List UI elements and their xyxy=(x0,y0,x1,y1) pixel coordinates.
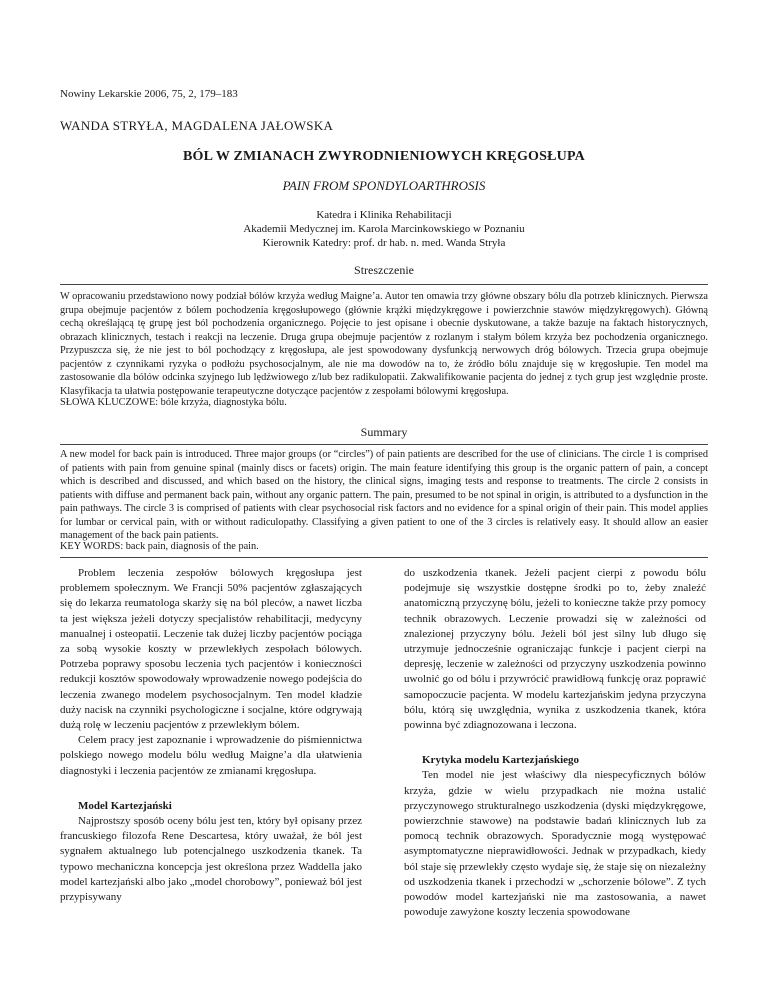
article-title: BÓL W ZMIANACH ZWYRODNIENIOWYCH KRĘGOSŁUPA xyxy=(182,149,585,164)
summary-keywords: KEY WORDS: back pain, diagnosis of the pain. xyxy=(60,541,259,552)
divider xyxy=(60,557,708,558)
streszczenie-text: W opracowaniu przedstawiono nowy podział bólów krzyża według Maigne’a. Autor ten omawia trzy główne obszary bólu dla potrzeb klinicznych. Pierwsza grupa obejmuje pacjentów z bólem pochodzenia kręgosłupowego (głównie krążki międzykręgowe i powierzchnie stawów międzykręgowych). Główną cechą określającą tę grupę jest ból pochodzenia organicznego. Pojęcie to jest opisane i obecnie dyskutowane, a także bazuje na faktach historycznych, obrazach klinicznych, testach i reakcji na leczenie. Druga grupa obejmuje pacjentów z rozlanym i stałym bólem krzyża bez pochodzenia organicznego. Przypuszcza się, że nie jest to ból pochodzący z kręgosłupa, ale jest spowodowany dysfunkcją nerwowych dróg bólowych. Trzecia grupa obejmuje pacjentów z czynnikami ryzyka o podłożu psychosocjalnym, ale nie ma dowodów na to, że źródło bólu znajduje się w kręgosłupie. Ten model ma zastosowanie dla bólów odcinka szyjnego lub lędźwiowego z/lub bez radikulopatii. Zakwalifikowanie pacjenta do jednej z tych grup jest względnie proste. Klasyfikacja ta ułatwia postępowanie terapeutyczne dotyczące pacjentów z zespołami bólowymi kręgosłupa. xyxy=(60,291,708,397)
body-paragraph: do uszkodzenia tkanek. Jeżeli pacjent cierpi z powodu bólu podejmuje się wszystkie dostępne środki po to, żeby znaleźć anatomiczną przyczynę bólu, jeżeli to konieczne także przy pomocy technik obrazowych. Leczenie prowadzi się w zależności od znalezionej przyczyny bólu. Jeżeli ból jest silny lub długo się utrzymuje jednocześnie ograniczając funkcje i pacjent cierpi na depresję, leczenie w zależności od przyczyny uszkodzenia powinno uwolnić go od bólu i przywrócić prawidłową funkcję oraz poprawić samopoczucie pacjenta. W modelu kartezjańskim jedyna przyczyna bólu, którą się uwzględnia, wynika z uszkodzenia tkanek, która powinna być zdiagnozowana i leczona. xyxy=(404,567,706,732)
divider xyxy=(60,284,708,285)
section-heading: Model Kartezjański xyxy=(78,799,172,812)
body-column-left xyxy=(60,566,362,905)
journal-citation: Nowiny Lekarskie 2006, 75, 2, 179–183 xyxy=(60,88,238,100)
streszczenie-keywords: SŁOWA KLUCZOWE: bóle krzyża, diagnostyka bólu. xyxy=(60,397,287,408)
article-authors: WANDA STRYŁA, MAGDALENA JAŁOWSKA xyxy=(60,118,334,133)
article-subtitle: PAIN FROM SPONDYLOARTHROSIS xyxy=(282,178,486,193)
affiliation-line: Kierownik Katedry: prof. dr hab. n. med. Wanda Stryła xyxy=(262,237,506,249)
affiliation-line: Akademii Medycznej im. Karola Marcinkowskiego w Poznaniu xyxy=(243,223,525,235)
body-paragraph: Problem leczenia zespołów bólowych kręgosłupa jest problemem społecznym. We Francji 50% pacjentów zgłaszających się do lekarza reumatologa skarży się na ból pleców, a nawet liczba ta jest większa jeżeli dotyczy specjalistów rehabilitacji, medycyny manualnej i osteopatii. Leczenie tak dużej liczby pacjentów pociąga za sobą wysokie koszty w przewlekłych zespołach bólowych. Potrzeba poprawy sposobu leczenia tych pacjentów i konieczności redukcji kosztów spowodowały wprowadzenie nowego podejścia do leczenia zwanego modelem psychosocjalnym. Ten model kładzie duży nacisk na czynniki psychologiczne i socjalne, które odgrywają dużą rolę w leczeniu pacjentów z przewlekłym bólem. xyxy=(60,567,362,732)
affiliation xyxy=(60,208,708,250)
summary-text: A new model for back pain is introduced. Three major groups (or “circles”) of pain patients are described for the use of clinicians. The circle 1 is comprised of patients with pain from genuine spinal (mainly discs or facets) origin. The main feature identifying this group is the organic pattern of pain, a concept which is described and discussed, and which based on the history, the clinical signs, imaging tests and response to treatments. The circle 2 consists in patients with diffuse and permanent back pain, without any organic pattern. The pain, presumed to be not spinal in origin, is attributed to a dysfunction in the pain pathways. The circle 3 is comprised of patients with clear psychosocial risk factors and no evidence for a spinal origin of their pain. This model applies for lumbar or cervical pain, with or without radiculopathy. Classifying a given patient to one of the 3 circles is relatively easy. It should allow an easier management of the back pain patients. xyxy=(60,449,708,541)
body-paragraph: Ten model nie jest właściwy dla niespecyficznych bólów krzyża, gdzie w wielu przypadkach nie można ustalić przyczynowego strukturalnego uszkodzenia (dyski międzykręgowe, powierzchnie stawowe) na podstawie badań klinicznych lub za pomocą technik obrazowych. Sporadycznie mogą występować asymptomatyczne nieprawidłowości. Jednak w przypadkach, kiedy ból staje się przewlekły często wydaje się, że staje się on niezależny od uszkodzenia tkanek i przechodzi w „schorzenie bólowe”. Z tych powodów model kartezjański nie ma zastosowania, a nawet powoduje zawyżone koszty leczenia spowodowane xyxy=(404,769,706,919)
divider xyxy=(60,444,708,445)
body-column-right xyxy=(404,566,706,920)
body-paragraph: Celem pracy jest zapoznanie i wprowadzenie do piśmiennictwa polskiego nowego modelu bólu według Maigne’a dla ułatwienia diagnostyki i leczenia pacjentów ze zmianami kręgosłupa. xyxy=(60,734,362,777)
summary-heading: Summary xyxy=(360,425,408,439)
streszczenie-heading: Streszczenie xyxy=(354,263,414,277)
body-paragraph: Najprostszy sposób oceny bólu jest ten, który był opisany przez francuskiego filozofa Rene Descartesa, który uważał, że ból jest sygnałem aktualnego lub potencjalnego uszkodzenia tkanek. Ta typowo mechaniczna koncepcja jest określona przez Waddella jako model kartezjański albo jako „model chorobowy”, ponieważ ból jest przypisywany xyxy=(60,815,362,904)
section-heading: Krytyka modelu Kartezjańskiego xyxy=(422,754,580,767)
affiliation-line: Katedra i Klinika Rehabilitacji xyxy=(316,209,452,221)
